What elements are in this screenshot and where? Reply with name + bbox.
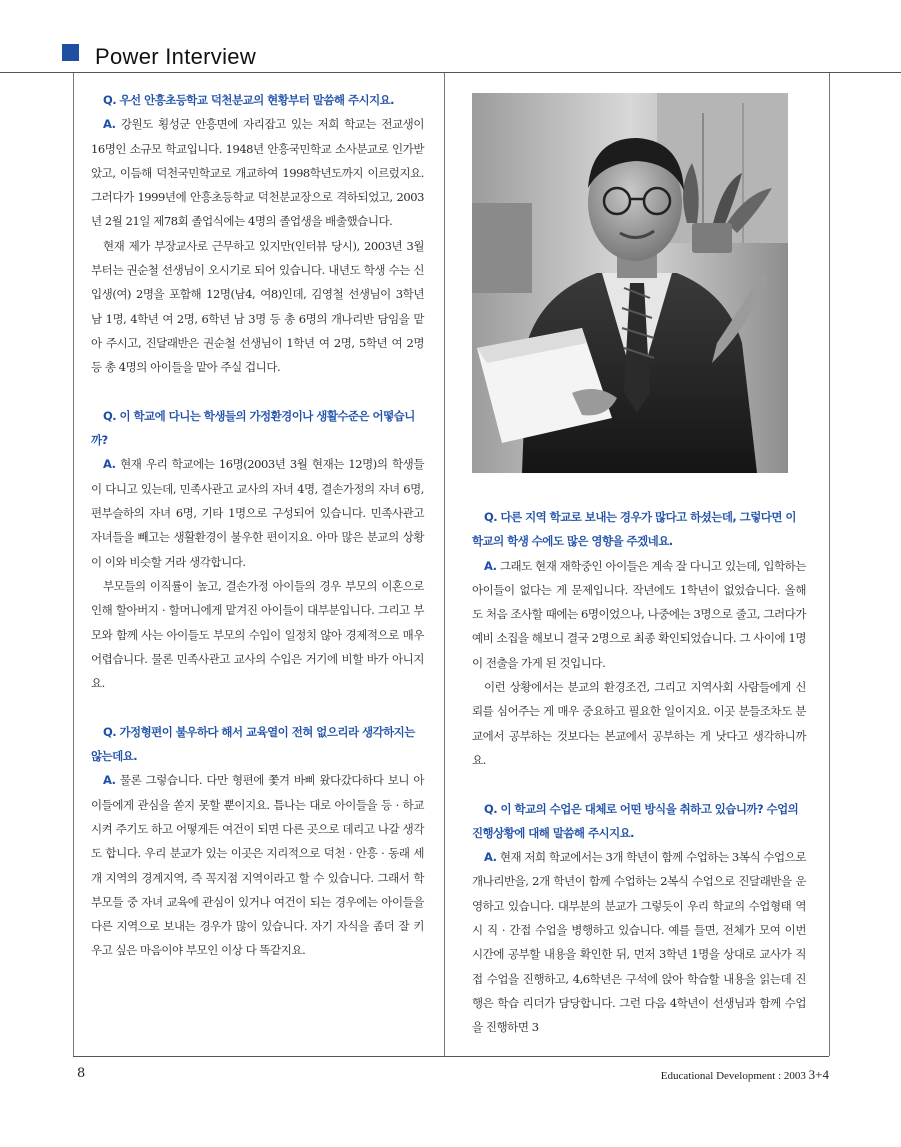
question-4: Q. 다른 지역 학교로 보내는 경우가 많다고 하셨는데, 그렇다면 이 학교의 학생 수에도 많은 영향을 주겠네요. — [472, 510, 796, 549]
answer-mark: A. — [484, 558, 497, 573]
question-2: Q. 이 학교에 다니는 학생들의 가정환경이나 생활수준은 어떻습니까? — [91, 408, 415, 448]
interviewee-photo-illustration — [472, 93, 788, 473]
answer-4-text: 그래도 현재 재학중인 아이들은 계속 잘 다니고 있는데, 입학하는 아이들이 없다는 게 문제입니다. 작년에도 1학년이 없었습니다. 올해도 처음 조사할 때에는 6명이었으나, 나중에는 3명으로 줄고, 그러다가 예비 소집을 해보니 결국 2명으로 최종 확인되었습니다. 그 사이에 1명이 전출을 가게 된 것입니다. — [472, 558, 806, 670]
question-1: Q. 우선 안흥초등학교 덕천분교의 현황부터 말씀해 주시지요. — [103, 93, 394, 107]
question-3: Q. 가정형편이 불우하다 해서 교육열이 전혀 없으리라 생각하지는 않는데요. — [91, 724, 415, 764]
answer-mark: A. — [103, 117, 116, 132]
answer-5-para-1 — [472, 845, 806, 1039]
answer-2-para-1 — [91, 452, 424, 573]
answer-3-para-1 — [91, 768, 424, 962]
section-title: Power Interview — [95, 44, 257, 69]
answer-2-para-2: 부모들의 이직률이 높고, 결손가정 아이들의 경우 부모의 이혼으로 인해 할아버지 · 할머니에게 맡겨진 아이들이 대부분입니다. 그리고 부모와 함께 사는 아이들도 부모의 수입이 일정치 않아 경제적으로 매우 어렵습니다. 물론 민족사관고 교사의 수입은 거기에 비할 바가 아니지요. — [91, 578, 424, 691]
issue-number: 3+4 — [808, 1067, 829, 1082]
answer-5-text: 현재 저희 학교에서는 3개 학년이 함께 수업하는 3복식 수업으로 개나리반을, 2개 학년이 함께 수업하는 2복식 수업으로 진달래반을 운영하고 있습니다. 대부분의 분교가 그렇듯이 우리 학교의 수업형태 역시 직 · 간접 수업을 병행하고 있습니다. 예를 들면, 전체가 모여 이번 시간에 공부할 내용을 확인한 뒤, 먼저 3학년 1명을 상대로 교사가 직접 수업을 진행하고, 4,6학년은 구석에 앉아 학습할 내용을 읽는데 진행은 학습 리더가 담당합니다. 그런 다음 4학년이 선생님과 함께 수업을 진행하면 3 — [472, 850, 806, 1035]
answer-1-text: 강원도 횡성군 안흥면에 자리잡고 있는 저희 학교는 전교생이 16명인 소규모 학교입니다. 1948년 안흥국민학교 소사분교로 인가받았고, 이듬해 덕천국민학교로 개교하여 1998학년도까지 이르렀지요. 그러다가 1999년에 안흥초등학교 덕천분교장으로 격하되었고, 2003년 2월 21일 제78회 졸업식에는 4명의 졸업생을 배출했습니다. — [91, 117, 424, 229]
page-number: 8 — [77, 1066, 86, 1081]
publication-name: Educational Development : 2003 — [660, 1070, 806, 1082]
header-divider — [0, 72, 901, 73]
footer-divider — [73, 1056, 829, 1057]
column-divider — [444, 73, 445, 1056]
left-margin-rule — [73, 73, 74, 1056]
answer-3-text: 물론 그렇습니다. 다만 형편에 쫓겨 바삐 왔다갔다하다 보니 아이들에게 관심을 쏟지 못할 뿐이지요. 틈나는 대로 아이들을 등 · 하교시켜 주기도 하고 어떻게든 여건이 되면 다른 곳으로 데리고 나갈 생각도 합니다. 우리 분교가 있는 이곳은 지리적으로 덕천 · 안흥 · 동래 세 개 지역의 경계지역, 즉 꼭지점 지역이라고 할 수 있습니다. 그래서 학부모들 중 자녀 교육에 관심이 있거나 여건이 되는 경우에는 아이들을 다른 지역으로 보내는 경우가 많이 있습니다. 자기 자식을 좀더 잘 키우고 싶은 마음이야 부모인 이상 다 똑같지요. — [91, 773, 424, 958]
answer-4-para-2: 이런 상황에서는 분교의 환경조건, 그리고 지역사회 사람들에게 신뢰를 심어주는 게 매우 중요하고 필요한 일이지요. 이곳 분들조차도 분교에서 공부하는 것보다는 본교에서 공부하는 게 낫다고 생각하니까요. — [472, 680, 806, 767]
left-text-column — [91, 88, 424, 963]
right-text-column — [472, 505, 806, 1040]
question-5: Q. 이 학교의 수업은 대체로 어떤 방식을 취하고 있습니까? 수업의 진행상황에 대해 말씀해 주시지요. — [472, 801, 799, 840]
right-margin-rule — [829, 73, 830, 1056]
answer-1-para-2: 현재 제가 부장교사로 근무하고 있지만(인터뷰 당시), 2003년 3월부터는 권순철 선생님이 오시기로 되어 있습니다. 내년도 학생 수는 신입생(여) 2명을 포함해 12명(남4, 여8)인데, 김영철 선생님이 3학년 남 1명, 4학년 여 2명, 6학년 남 3명 등 총 6명의 개나리반 담임을 맡아 주시고, 진달래반은 권순철 선생님이 1학년 여 2명, 5학년 여 2명 등 총 4명의 아이들을 맡아 주실 겁니다. — [91, 238, 424, 375]
answer-1-para-1 — [91, 112, 424, 233]
header-marker-square — [62, 44, 79, 61]
answer-2-text: 현재 우리 학교에는 16명(2003년 3월 현재는 12명)의 학생들이 다니고 있는데, 민족사관고 교사의 자녀 4명, 결손가정의 자녀 6명, 편부슬하의 자녀 6명, 기타 1명으로 구성되어 있습니다. 민족사관고 자녀들을 빼고는 생활환경이 불우한 편이지요. 아마 많은 분교의 상황이 이와 비슷할 거라 생각합니다. — [91, 457, 424, 569]
publication-footer — [661, 1067, 829, 1083]
answer-mark: A. — [484, 850, 497, 865]
answer-mark: A. — [103, 773, 116, 788]
interviewee-photo — [472, 93, 788, 473]
answer-4-para-1 — [472, 554, 806, 675]
answer-mark: A. — [103, 457, 116, 472]
